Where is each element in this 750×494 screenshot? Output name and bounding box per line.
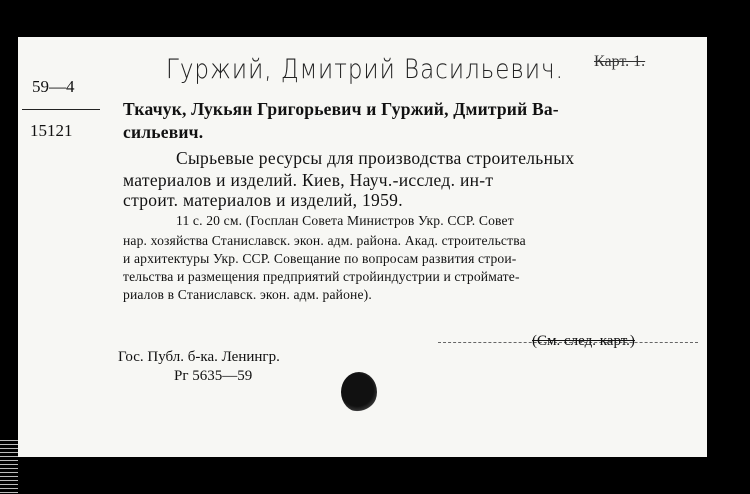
title-line-1: Сырьевые ресурсы для производства строительных — [176, 148, 575, 168]
library-name: Гос. Публ. б-ка. Ленингр. — [118, 349, 280, 365]
title-line-3: строит. материалов и изделий, 1959. — [123, 190, 403, 210]
description-line-1: 11 с. 20 см. (Госплан Совета Министров Укр. ССР. Совет — [176, 213, 514, 228]
handwritten-heading: Гуржий, Дмитрий Васильевич. — [166, 55, 564, 85]
description-line-3: и архитектуры Укр. ССР. Совещание по вопросам развития строи- — [123, 251, 517, 266]
description-line-4: тельства и размещения предприятий стройиндустрии и стройматe- — [123, 269, 520, 284]
scan-edge-artifact — [0, 440, 18, 494]
call-number-top: 59—4 — [32, 77, 75, 96]
description-line-2: нар. хозяйства Станиславск. экон. адм. района. Акад. строительства — [123, 233, 526, 248]
author-line-2: сильевич. — [123, 122, 204, 142]
continued-note: (См. след. карт.) — [532, 333, 635, 349]
title-line-2: материалов и изделий. Киев, Науч.-исслед. ин-т — [123, 170, 494, 190]
catalog-card — [18, 37, 707, 457]
card-number-label: Карт. 1. — [594, 53, 646, 70]
punch-hole — [341, 372, 377, 412]
library-code: Рг 5635—59 — [174, 368, 253, 384]
call-number-divider — [22, 109, 100, 110]
call-number-bottom: 15121 — [30, 121, 73, 140]
author-line-1: Ткачук, Лукьян Григорьевич и Гуржий, Дмитрий Ва- — [123, 99, 559, 119]
description-line-5: риалов в Станиславск. экон. адм. районе). — [123, 287, 372, 302]
